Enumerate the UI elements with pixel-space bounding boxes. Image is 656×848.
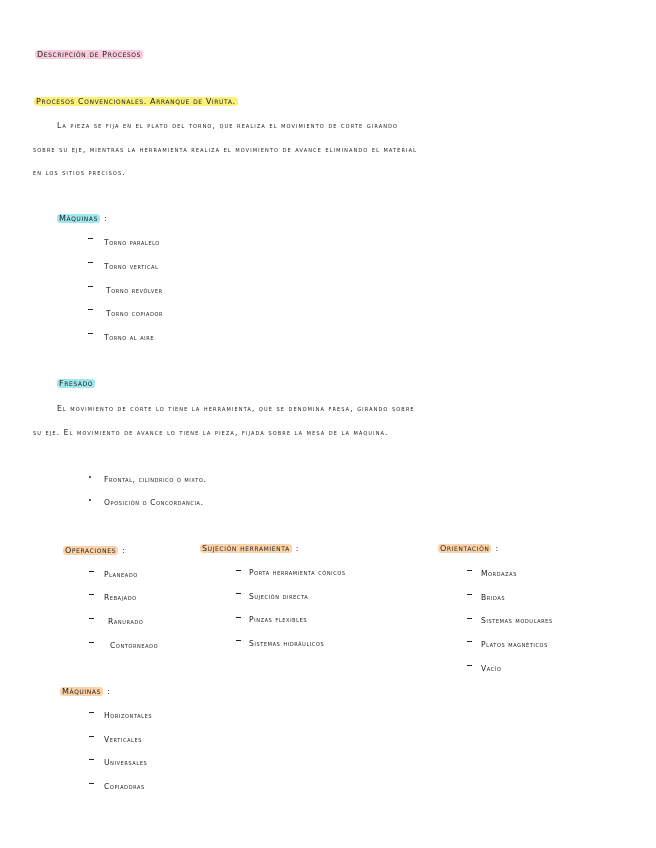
list-item: Mordazas: [481, 569, 517, 578]
dash-icon: [467, 641, 472, 642]
list-item: Platos magnéticos: [481, 640, 548, 649]
bullet-icon: [89, 499, 91, 501]
list-item: Verticales: [104, 735, 143, 744]
list-item: Copiadoras: [104, 782, 145, 791]
bullet-icon: [89, 476, 91, 478]
list-item: Ranurado: [108, 617, 144, 626]
dash-icon: [89, 712, 94, 713]
list-item: Horizontales: [104, 711, 153, 720]
dash-icon: [88, 309, 93, 310]
dash-icon: [88, 286, 93, 287]
list-item: Sujeción directa: [249, 592, 309, 601]
dash-icon: [467, 594, 472, 595]
list-item: Vacío: [481, 664, 502, 673]
list-item: Planeado: [104, 570, 138, 579]
page-title: Descripción de Procesos: [37, 50, 142, 59]
maquinas-heading: Máquinas :: [62, 687, 111, 696]
list-item: Frontal, cilíndrico o mixto.: [104, 475, 207, 484]
dash-icon: [236, 640, 241, 641]
dash-icon: [89, 618, 94, 619]
list-item: Torno paralelo: [104, 238, 160, 247]
paragraph-line: sobre su eje, mientras la herramienta realiza el movimiento de avance eliminando el material: [33, 145, 417, 154]
paragraph-line: en los sitios precisos.: [33, 168, 126, 177]
dash-icon: [236, 617, 241, 618]
dash-icon: [467, 570, 472, 571]
list-item: Torno vertical: [104, 262, 159, 271]
maquinas-heading: Máquinas :: [59, 214, 108, 223]
dash-icon: [467, 618, 472, 619]
list-item: Torno copiador: [106, 309, 164, 318]
list-item: Porta herramienta cónicos: [249, 568, 346, 577]
dash-icon: [89, 759, 94, 760]
fresado-heading: Fresado: [59, 379, 94, 388]
dash-icon: [89, 783, 94, 784]
list-item: Torno al aire: [104, 333, 155, 342]
list-item: Torno revólver: [106, 286, 163, 295]
orientacion-heading: Orientación :: [440, 544, 499, 553]
operaciones-heading: Operaciones :: [65, 546, 126, 555]
section-heading: Procesos Convencionales. Arranque de Viruta.: [36, 97, 236, 106]
paragraph-line: su eje. El movimiento de avance lo tiene la pieza, fijada sobre la mesa de la máquina.: [33, 428, 389, 437]
dash-icon: [88, 262, 93, 263]
dash-icon: [88, 238, 93, 239]
paragraph-line: La pieza se fija en el plato del torno, que realiza el movimiento de corte girando: [57, 121, 399, 130]
list-item: Oposición o Concordancia.: [104, 498, 204, 507]
list-item: Sistemas hidráulicos: [249, 639, 325, 648]
list-item: Sistemas modulares: [481, 616, 553, 625]
paragraph-line: El movimiento de corte lo tiene la herramienta, que se denomina fresa, girando sobre: [57, 404, 415, 413]
dash-icon: [236, 570, 241, 571]
dash-icon: [236, 593, 241, 594]
list-item: Universales: [104, 758, 148, 767]
sujecion-heading: Sujeción herramienta :: [202, 544, 300, 553]
list-item: Bridas: [481, 593, 506, 602]
dash-icon: [89, 736, 94, 737]
dash-icon: [467, 665, 472, 666]
list-item: Rebajado: [104, 593, 137, 602]
dash-icon: [89, 571, 94, 572]
dash-icon: [89, 642, 94, 643]
dash-icon: [88, 333, 93, 334]
dash-icon: [89, 594, 94, 595]
list-item: Pinzas flexibles: [249, 615, 308, 624]
list-item: Contorneado: [110, 641, 159, 650]
